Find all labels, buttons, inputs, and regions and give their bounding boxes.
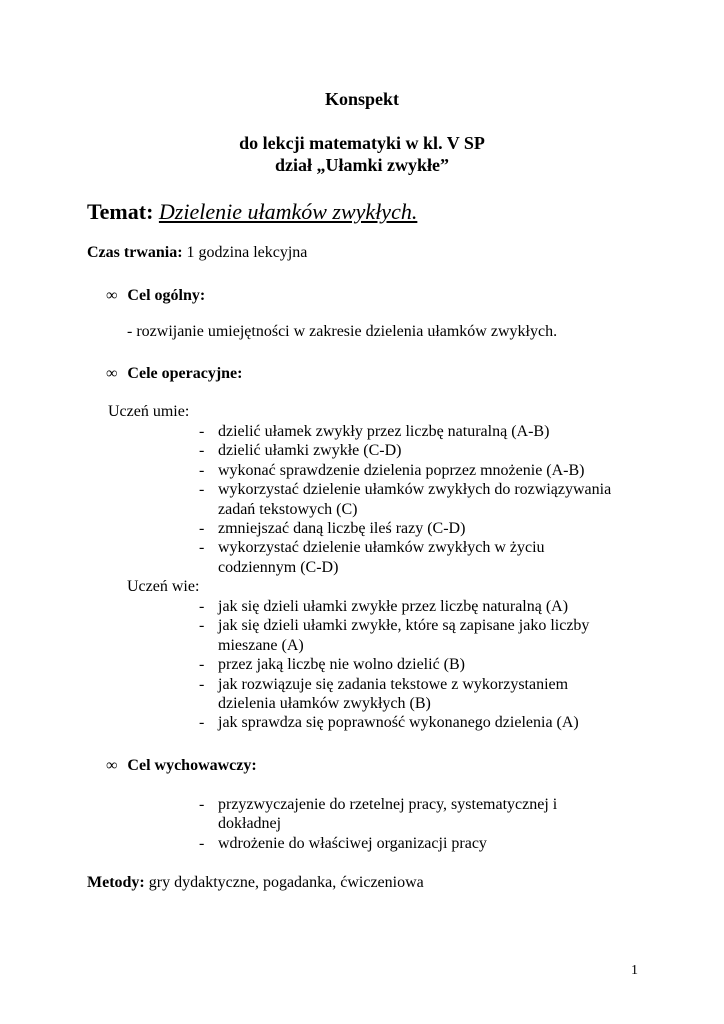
- infinity-bullet-icon: ∞: [106, 365, 118, 382]
- cele-operacyjne-label: Cele operacyjne:: [127, 365, 243, 382]
- list-item-text: wdrożenie do właściwej organizacji pracy: [218, 834, 487, 852]
- lesson-topic: [87, 199, 417, 225]
- dash-bullet: -: [199, 539, 205, 557]
- dash-bullet: -: [199, 714, 205, 732]
- list-item-text: przez jaką liczbę nie wolno dzielić (B): [218, 656, 465, 674]
- list-item-text: przyzwyczajenie do rzetelnej pracy, systematycznej i: [218, 796, 558, 813]
- section-cel-ogolny: [106, 287, 205, 305]
- dash-bullet: -: [199, 796, 205, 813]
- cel-ogolny-text: - rozwijanie umiejętności w zakresie dzielenia ułamków zwykłych.: [127, 323, 558, 340]
- section-cel-wychowawczy: [106, 757, 257, 775]
- list-item-text: codziennym (C-D): [218, 558, 339, 576]
- dash-bullet: -: [199, 481, 205, 499]
- methods-label: Metody:: [87, 874, 145, 891]
- methods-value: gry dydaktyczne, pogadanka, ćwiczeniowa: [148, 874, 424, 891]
- list-item-text: jak się dzieli ułamki zwykłe, które są zapisane jako liczby: [218, 617, 590, 635]
- list-item-text: dzielić ułamki zwykłe (C-D): [218, 442, 402, 460]
- duration-value: 1 godzina lekcyjna: [186, 244, 308, 261]
- infinity-bullet-icon: ∞: [106, 757, 118, 774]
- dash-bullet: -: [199, 442, 205, 460]
- wie-label: Uczeń wie:: [127, 578, 200, 595]
- topic-text: Dzielenie ułamków zwykłych.: [158, 199, 418, 224]
- list-item-text: dzielić ułamek zwykły przez liczbę naturalną (A-B): [218, 423, 550, 440]
- umie-label: Uczeń umie:: [108, 403, 190, 420]
- methods: [87, 874, 424, 892]
- dash-bullet: -: [199, 423, 205, 440]
- list-item-text: jak rozwiązuje się zadania tekstowe z wykorzystaniem: [218, 675, 569, 693]
- infinity-bullet-icon: ∞: [106, 287, 118, 304]
- list-item-text: wykorzystać dzielenie ułamków zwykłych w życiu: [218, 539, 545, 557]
- cel-ogolny-label: Cel ogólny:: [127, 287, 206, 304]
- duration-label: Czas trwania:: [87, 244, 183, 261]
- list-item-text: mieszane (A): [218, 636, 304, 654]
- list-item-text: wykonać sprawdzenie dzielenia poprzez mnożenie (A-B): [218, 461, 585, 479]
- document-subtitle-line2: dział „Ułamki zwykłe”: [275, 155, 449, 175]
- topic-label: Temat:: [87, 199, 154, 224]
- list-item-text: jak sprawdza się poprawność wykonanego dzielenia (A): [218, 714, 579, 732]
- dash-bullet: -: [199, 834, 205, 852]
- list-item-text: dzielenia ułamków zwykłych (B): [218, 694, 431, 712]
- dash-bullet: -: [199, 656, 205, 674]
- list-item-text: dokładnej: [218, 815, 282, 833]
- list-item-text: zmniejszać daną liczbę ileś razy (C-D): [218, 520, 466, 537]
- page-number: 1: [631, 963, 638, 978]
- document-title: Konspekt: [324, 89, 400, 109]
- dash-bullet: -: [199, 598, 205, 615]
- duration: [87, 244, 307, 262]
- dash-bullet: -: [199, 675, 205, 693]
- list-item-text: wykorzystać dzielenie ułamków zwykłych do rozwiązywania: [218, 481, 612, 499]
- section-cele-operacyjne: [106, 365, 242, 383]
- cel-wychowawczy-label: Cel wychowawczy:: [127, 757, 257, 774]
- dash-bullet: -: [199, 617, 205, 635]
- list-item-text: zadań tekstowych (C): [218, 500, 358, 518]
- list-item-text: jak się dzieli ułamki zwykłe przez liczbę naturalną (A): [218, 598, 569, 615]
- document-subtitle-line1: do lekcji matematyki w kl. V SP: [239, 133, 485, 153]
- dash-bullet: -: [199, 520, 205, 537]
- dash-bullet: -: [199, 461, 205, 479]
